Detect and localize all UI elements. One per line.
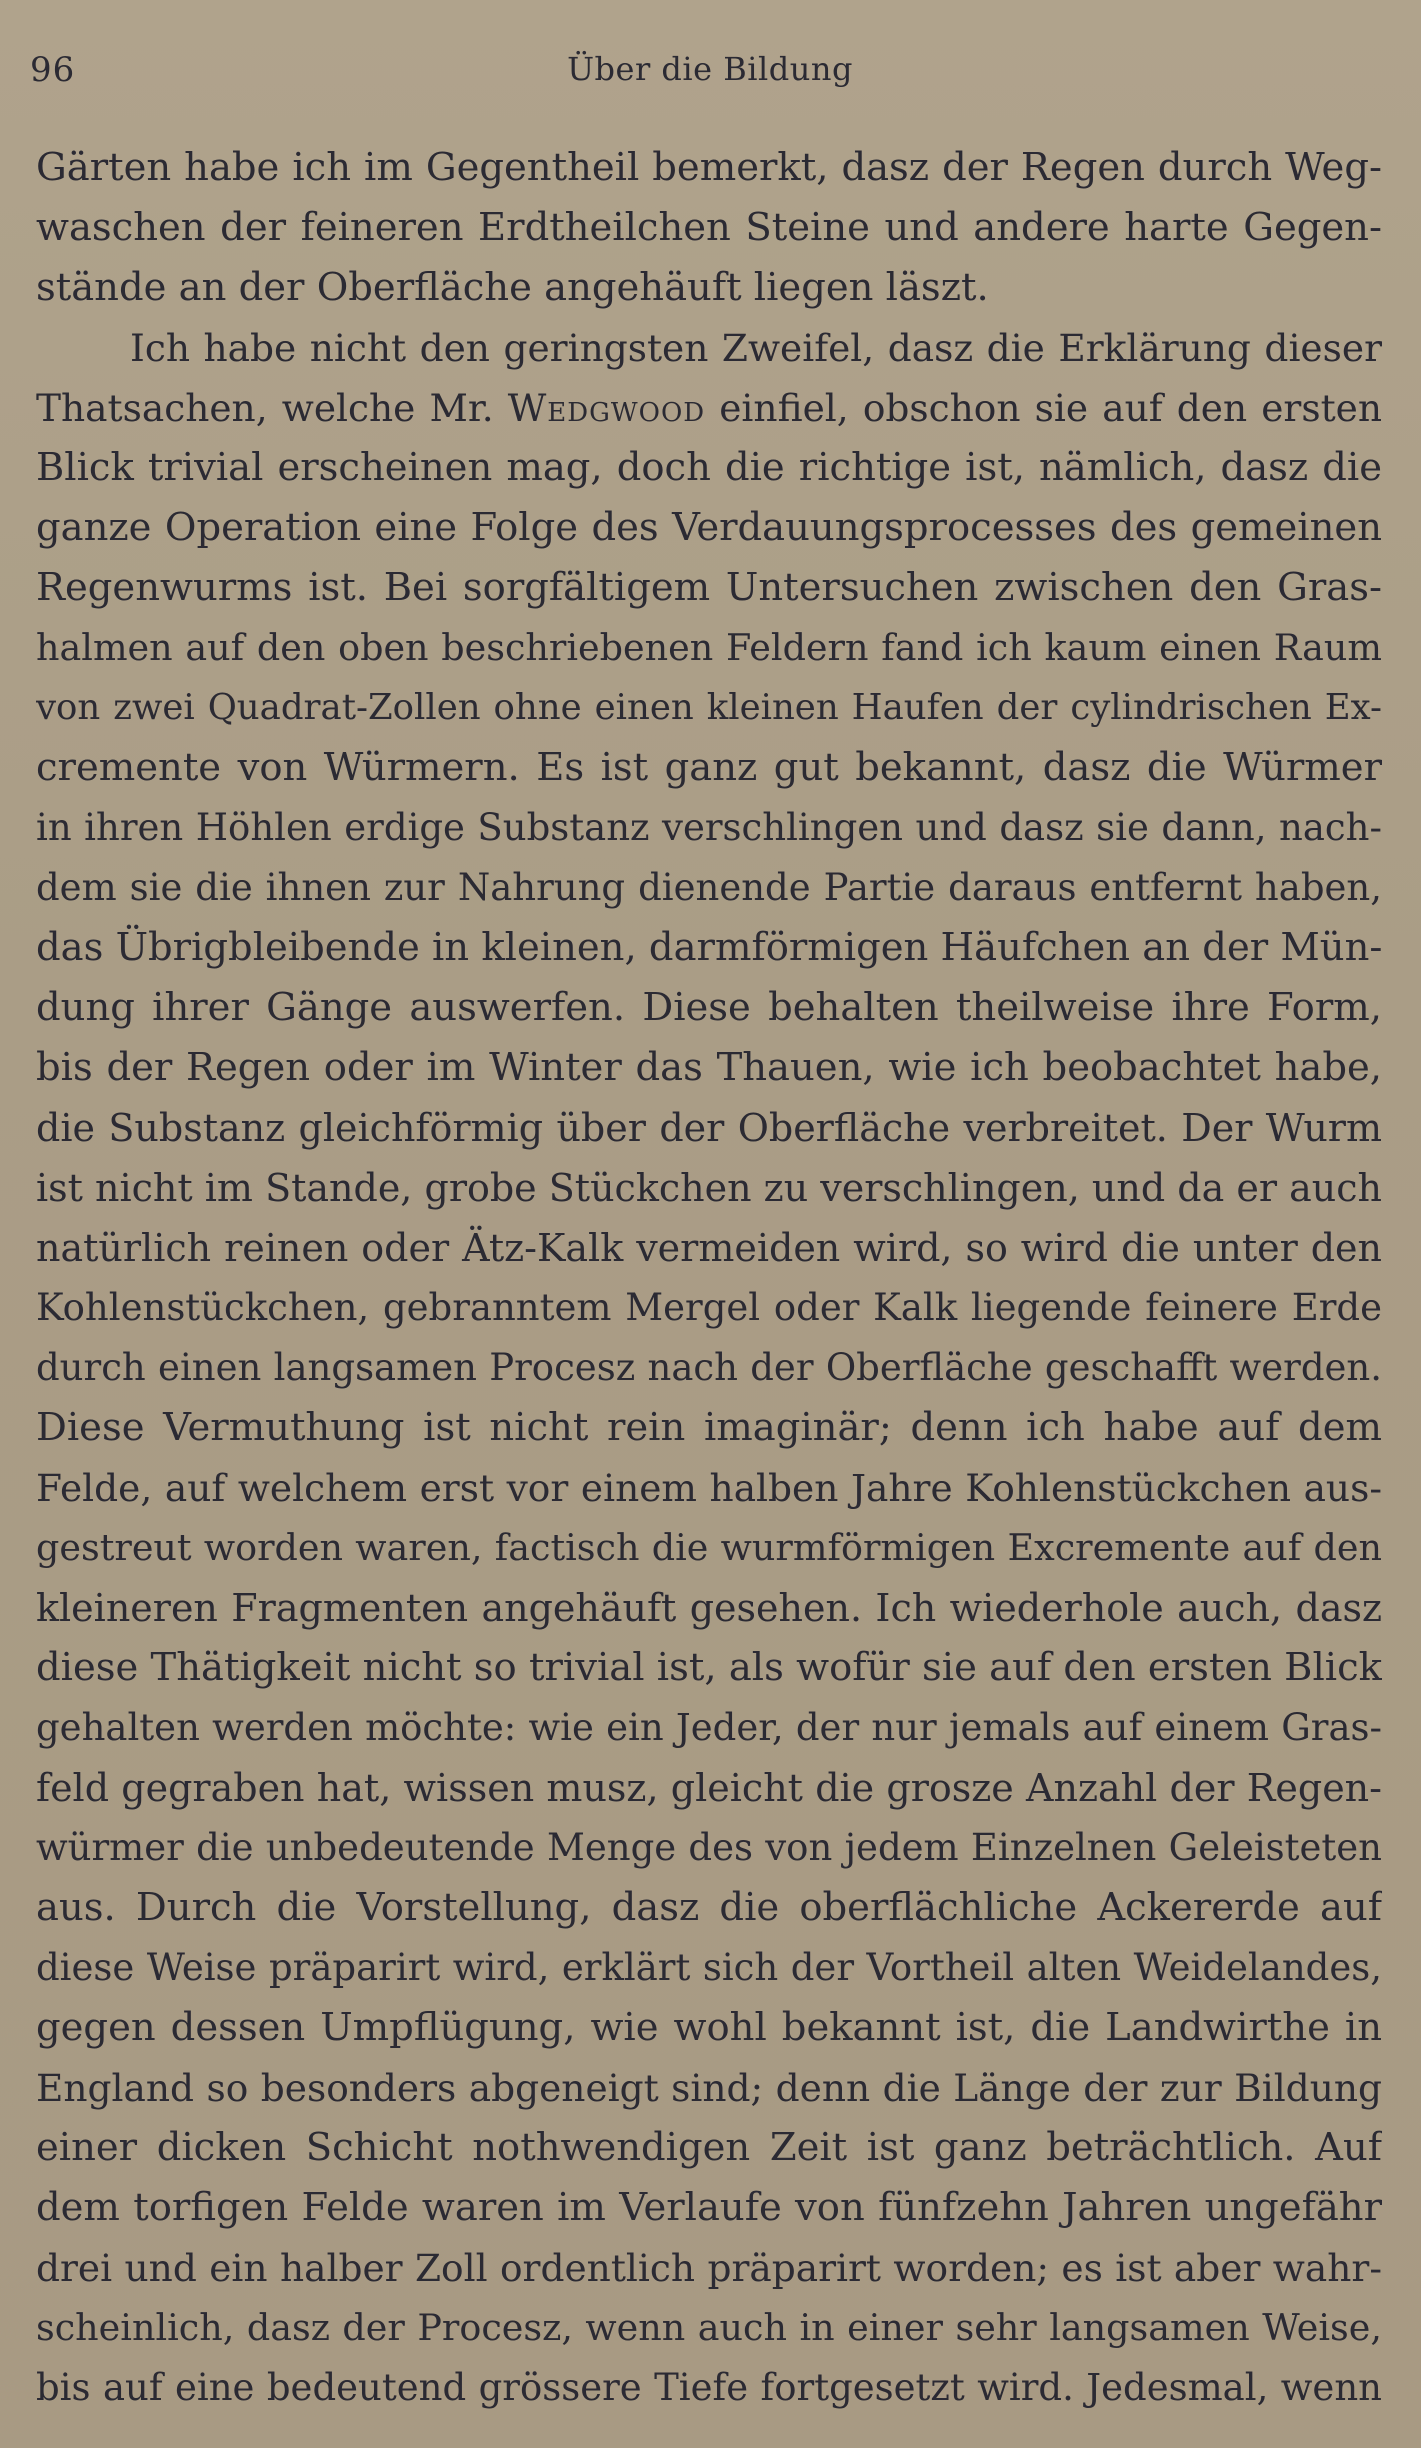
text-line: gestreut worden waren, factisch die wurmförmigen Excremente auf den xyxy=(36,1526,1382,1569)
text-line: scheinlich, dasz der Procesz, wenn auch in einer sehr langsamen Weise, xyxy=(36,2306,1382,2349)
text-line: Kohlenstückchen, gebranntem Mergel oder Kalk liegende feinere Erde xyxy=(36,1286,1382,1329)
text-line: aus. Durch die Vorstellung, dasz die oberflächliche Ackererde auf xyxy=(36,1885,1382,1930)
text-line: dem sie die ihnen zur Nahrung dienende Partie daraus entfernt haben, xyxy=(36,866,1382,909)
text-line: drei und ein halber Zoll ordentlich präparirt worden; es ist aber wahr- xyxy=(36,2246,1382,2290)
text-line: waschen der feineren Erdtheilchen Steine und andere harte Gegen- xyxy=(36,205,1382,250)
body-text xyxy=(36,138,1382,2418)
person-name: Wedgwood xyxy=(507,386,706,430)
text-line: würmer die unbedeutende Menge des von jedem Einzelnen Geleisteten xyxy=(36,1826,1382,1869)
line-5-before: Thatsachen, welche Mr. xyxy=(36,386,508,430)
text-line: Gärten habe ich im Gegentheil bemerkt, dasz der Regen durch Weg- xyxy=(36,145,1382,190)
text-line: diese Thätigkeit nicht so trivial ist, als wofür sie auf den ersten Blick xyxy=(36,1645,1382,1690)
text-line: durch einen langsamen Procesz nach der Oberfläche geschafft werden. xyxy=(36,1346,1382,1389)
text-line: von zwei Quadrat-Zollen ohne einen kleinen Haufen der cylindrischen Ex- xyxy=(36,687,1382,728)
text-line: Ich habe nicht den geringsten Zweifel, dasz die Erklärung dieser xyxy=(130,326,1382,370)
text-line: Felde, auf welchem erst vor einem halben Jahre Kohlenstückchen aus- xyxy=(36,1466,1382,1510)
text-line: ganze Operation eine Folge des Verdauungsprocesses des gemeinen xyxy=(36,505,1382,550)
page-number: 96 xyxy=(30,50,76,90)
text-line: halmen auf den oben beschriebenen Feldern fand ich kaum einen Raum xyxy=(36,626,1382,669)
text-line: bis der Regen oder im Winter das Thauen, wie ich beobachtet habe, xyxy=(36,1045,1382,1090)
text-line: diese Weise präparirt wird, erklärt sich der Vortheil alten Weidelandes, xyxy=(36,1946,1382,1989)
text-line: kleineren Fragmenten angehäuft gesehen. Ich wiederhole auch, dasz xyxy=(36,1586,1382,1630)
line-5-after: einfiel, obschon sie auf den ersten xyxy=(705,386,1382,430)
text-line: einer dicken Schicht nothwendigen Zeit ist ganz beträchtlich. Auf xyxy=(36,2125,1382,2170)
page-header xyxy=(30,50,1390,100)
text-line: England so besonders abgeneigt sind; denn die Länge der zur Bildung xyxy=(36,2066,1382,2110)
text-line: natürlich reinen oder Ätz-Kalk vermeiden wird, so wird die unter den xyxy=(36,1226,1382,1270)
text-line: bis auf eine bedeutend grössere Tiefe fortgesetzt wird. Jedesmal, wenn xyxy=(36,2366,1382,2409)
text-line: Regenwurms ist. Bei sorgfältigem Untersuchen zwischen den Gras- xyxy=(36,565,1382,610)
text-line: das Übrigbleibende in kleinen, darmförmigen Häufchen an der Mün- xyxy=(36,925,1382,970)
running-title: Über die Bildung xyxy=(567,50,853,88)
text-line: feld gegraben hat, wissen musz, gleicht die grosze Anzahl der Regen- xyxy=(36,1766,1382,1810)
text-line: ist nicht im Stande, grobe Stückchen zu verschlingen, und da er auch xyxy=(36,1166,1382,1210)
text-line: in ihren Höhlen erdige Substanz verschlingen und dasz sie dann, nach- xyxy=(36,806,1382,849)
text-line: gegen dessen Umpflügung, wie wohl bekannt ist, die Landwirthe in xyxy=(36,2005,1382,2050)
text-line: Diese Vermuthung ist nicht rein imaginär; denn ich habe auf dem xyxy=(36,1405,1382,1450)
text-line: dem torfigen Felde waren im Verlaufe von fünfzehn Jahren ungefähr xyxy=(36,2185,1382,2230)
text-line-with-name xyxy=(36,378,1382,438)
text-line: dung ihrer Gänge auswerfen. Diese behalten theilweise ihre Form, xyxy=(36,985,1382,1030)
text-line: gehalten werden möchte: wie ein Jeder, der nur jemals auf einem Gras- xyxy=(36,1706,1382,1749)
text-line: die Substanz gleichförmig über der Oberfläche verbreitet. Der Wurm xyxy=(36,1106,1382,1150)
text-line: stände an der Oberfläche angehäuft liegen läszt. xyxy=(36,265,989,310)
text-line: Blick trivial erscheinen mag, doch die richtige ist, nämlich, dasz die xyxy=(36,445,1382,490)
text-line: cremente von Würmern. Es ist ganz gut bekannt, dasz die Würmer xyxy=(36,745,1382,790)
